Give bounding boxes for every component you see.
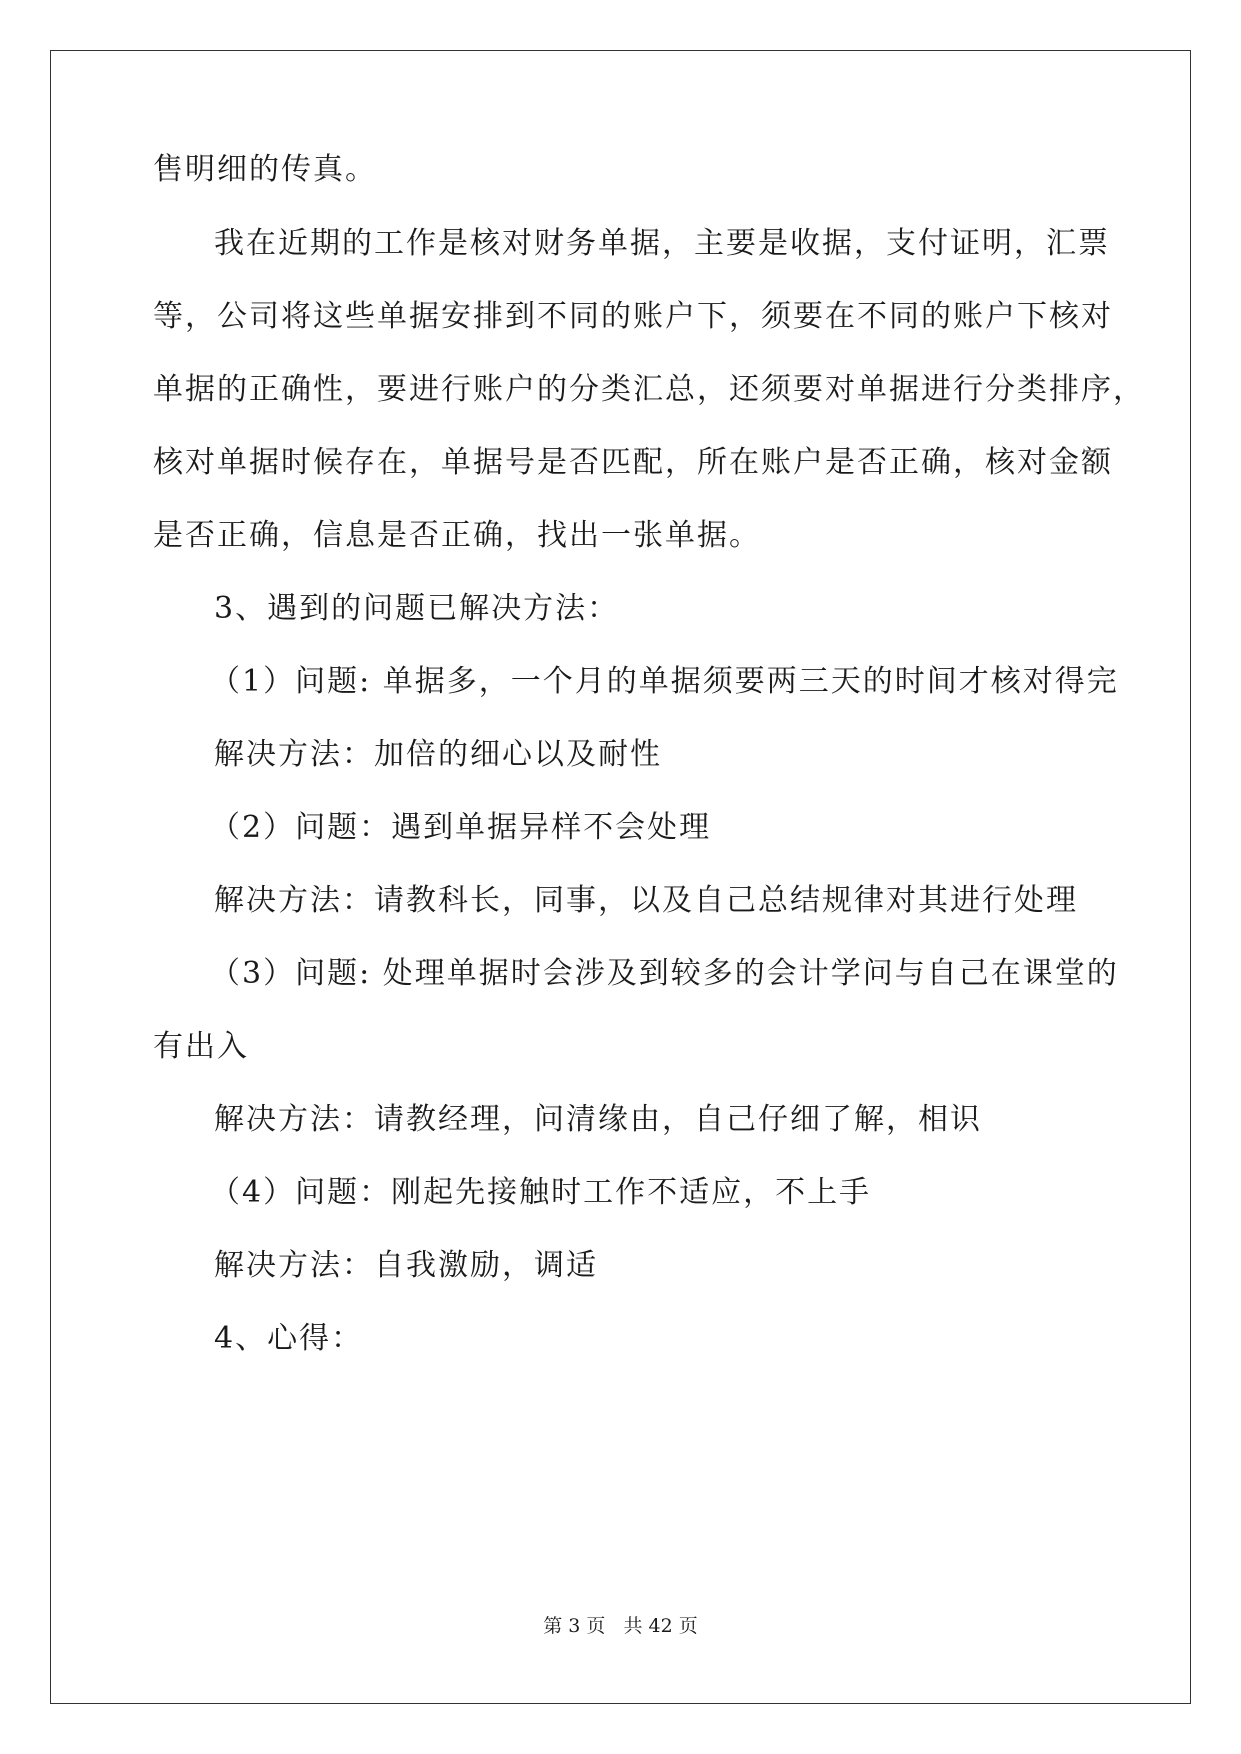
paragraph-line: 等，公司将这些单据安排到不同的账户下，须要在不同的账户下核对	[153, 299, 1113, 334]
solution-item: 解决方法：自我激励，调适	[214, 1248, 598, 1283]
section-heading: 3、遇到的问题已解决方法：	[214, 591, 620, 626]
total-pages: 共 42 页	[623, 1615, 698, 1637]
paragraph-line: 核对单据时候存在，单据号是否匹配，所在账户是否正确，核对金额	[153, 445, 1113, 480]
solution-item: 解决方法：请教科长，同事，以及自己总结规律对其进行处理	[214, 883, 1078, 918]
problem-item-continuation: 有出入	[153, 1029, 249, 1064]
paragraph-line: 是否正确，信息是否正确，找出一张单据。	[153, 518, 761, 553]
problem-item: （3）问题: 处理单据时会涉及到较多的会计学问与自己在课堂的	[210, 956, 1119, 991]
solution-item: 解决方法：请教经理，问清缘由，自己仔细了解，相识	[214, 1102, 982, 1137]
page-number: 第 3 页	[543, 1615, 606, 1637]
problem-item: （4）问题：刚起先接触时工作不适应，不上手	[210, 1175, 872, 1210]
section-heading: 4、心得：	[214, 1321, 364, 1356]
problem-item: （2）问题：遇到单据异样不会处理	[210, 810, 712, 845]
solution-item: 解决方法：加倍的细心以及耐性	[214, 737, 662, 772]
problem-item: （1）问题: 单据多，一个月的单据须要两三天的时间才核对得完	[210, 664, 1119, 699]
paragraph-line: 单据的正确性，要进行账户的分类汇总，还须要对单据进行分类排序，	[153, 372, 1145, 407]
page-footer	[0, 1614, 1241, 1638]
paragraph-line: 我在近期的工作是核对财务单据，主要是收据，支付证明，汇票	[214, 226, 1110, 261]
paragraph-line: 售明细的传真。	[153, 152, 377, 187]
